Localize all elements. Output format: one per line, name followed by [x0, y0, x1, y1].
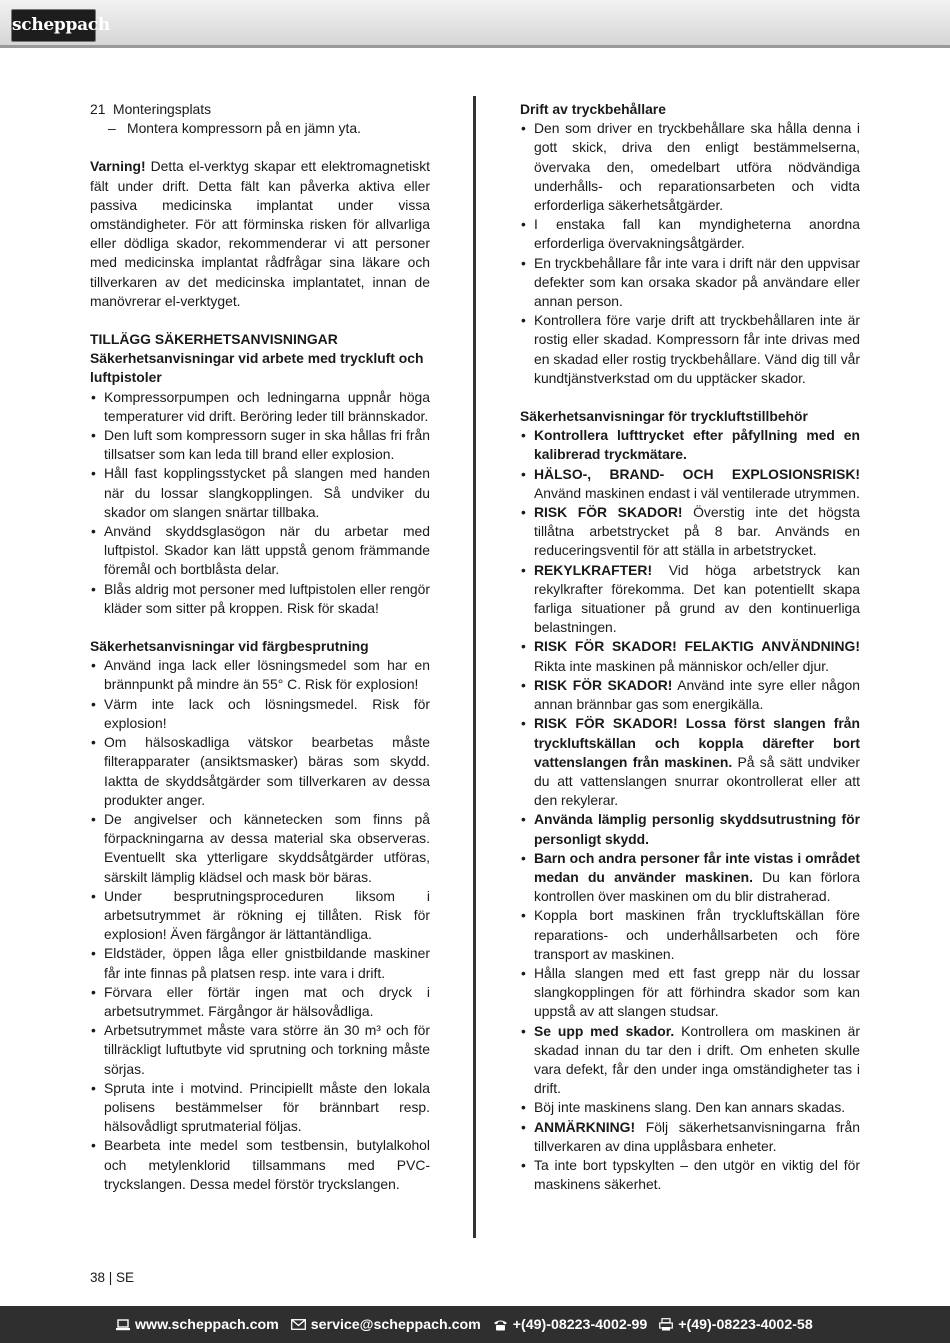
list-item: • Använd skyddsglasögon när du arbetar med luftpistol. Skador kan lätt uppstå genom främmande föremål och bortblåsta delar. [90, 522, 430, 580]
list-item-text: På så sätt undviker du att vattenslangen snurrar okontrollerat eller att den rekylerar. [534, 753, 860, 809]
list-item: • Värm inte lack och lösningsmedel. Risk för explosion! [90, 695, 430, 733]
header-bar [0, 0, 950, 48]
list-item-bold: REKYLKRAFTER! [534, 561, 653, 578]
list-item [520, 964, 860, 1022]
footer-phone[interactable] [493, 1317, 647, 1333]
accessories-list [520, 426, 860, 1194]
item-21-sub-text: Montera kompressorn på en jämn yta. [127, 120, 361, 137]
section-subtitle-compressed-air: Säkerhetsanvisningar vid arbete med tryckluft och luftpistoler [90, 350, 424, 386]
list-item: • Arbetsutrymmet måste vara större än 30 m³ och för tillräckligt luftutbyte vid sprutning och torkning måste sörjas. [90, 1021, 430, 1079]
list-item-bold: RISK FÖR SKADOR! FELAKTIG ANVÄNDNING! [534, 638, 860, 655]
warning-label: Varning! [90, 158, 146, 175]
list-item-bold: Kontrollera lufttrycket efter påfyllning med en kalibrerad tryckmätare. [534, 427, 860, 463]
list-item-bold: Använda lämplig personlig skyddsutrustning för personligt skydd. [534, 811, 860, 847]
dash-marker: – [108, 120, 116, 137]
list-item [520, 1098, 860, 1117]
item-21-number: 21 [90, 101, 106, 117]
list-item-text: Hålla slangen med ett fast grepp när du lossar slangkopplingen för att förhindra skador som kan uppstå av att slangen studsar. [534, 964, 860, 1020]
list-item: • Om hälsoskadliga vätskor bearbetas måste filterapparater (ansiktsmasker) bäras som skydd. Iaktta de skyddsåtgärder som tillverkaren av dessa produkter anger. [90, 733, 430, 810]
page-number: 38 | SE [90, 1270, 135, 1285]
website-link[interactable]: www.scheppach.com [135, 1316, 279, 1333]
list-item-bold: RISK FÖR SKADOR! [534, 504, 683, 521]
list-item: • Under besprutningsproceduren liksom i arbetsutrymmet är rökning ej tillåten. Risk för explosion! Även färgångor är lättantändliga. [90, 887, 430, 945]
list-item [520, 849, 860, 907]
list-item-bold: RISK FÖR SKADOR! [534, 676, 673, 693]
list-item: • Kompressorpumpen och ledningarna uppnår höga temperaturer vid drift. Beröring leder till brännskador. [90, 388, 430, 426]
list-item-bold: ANMÄRKNING! [534, 1118, 636, 1135]
section-title-accessories: Säkerhetsanvisningar för tryckluftstillbehör [520, 408, 808, 425]
list-item [520, 637, 860, 675]
footer-fax[interactable] [659, 1317, 812, 1333]
section-title-pressure-vessel: Drift av tryckbehållare [520, 101, 666, 117]
footer-bar [0, 1306, 950, 1343]
warning-paragraph [90, 157, 430, 311]
list-item [520, 561, 860, 638]
section-title-additional-safety: TILLÄGG SÄKERHETSANVISNINGAR [90, 331, 338, 348]
list-item [520, 810, 860, 848]
list-item: • Förvara eller förtär ingen mat och dryck i arbetsutrymmet. Färgångor är hälsovådliga. [90, 983, 430, 1021]
fax-icon [659, 1318, 673, 1331]
list-item: • Den som driver en tryckbehållare ska hålla denna i gott skick, driva den enligt bestämmelserna, övervaka den, omedelbart utföra nödvändiga underhålls- och reparationsarbeten och vidta erforderliga säkerhetsåtgärder. [520, 119, 860, 215]
phone-number[interactable]: +(49)-08223-4002-99 [512, 1316, 648, 1333]
list-item: • Spruta inte i motvind. Principiellt måste den lokala polisens bestämmelser för brännbart resp. hälsovådligt sprutmaterial följas. [90, 1079, 430, 1137]
fax-number[interactable]: +(49)-08223-4002-58 [678, 1316, 813, 1333]
email-link[interactable]: service@scheppach.com [310, 1316, 481, 1333]
list-item-text: Kontrollera om maskinen är skadad innan du tar den i drift. Om enheten skulle vara defekt, får den under inga omständigheter tas i drift. [534, 1022, 860, 1097]
list-item-bold: RISK FÖR SKADOR! Lossa först slangen från tryckluftskällan och koppla därefter bort vattenslangen från maskinen. [534, 715, 860, 770]
list-item [520, 426, 860, 464]
pressure-vessel-list [520, 119, 860, 388]
list-item: • Den luft som kompressorn suger in ska hållas fri från tillsatser som kan leda till brand eller explosion. [90, 426, 430, 464]
list-item: • De angivelser och kännetecken som finns på förpackningarna av dessa material ska observeras. Eventuellt ska ytterligare skyddsåtgärder utföras, särskilt lämplig klädsel och mask bör bäras. [90, 810, 430, 887]
list-item-bold: Se upp med skador. [534, 1022, 675, 1039]
list-item: • I enstaka fall kan myndigheterna anordna erforderliga övervakningsåtgärder. [520, 215, 860, 253]
list-item-text: Koppla bort maskinen från tryckluftskällan före reparations- och underhållsarbeten och före transport av maskinen. [534, 907, 860, 962]
brand-logo: scheppach [11, 9, 96, 42]
list-item-text: Följ säkerhetsanvisningarna från tillverkaren av dina upplåsbara enheter. [534, 1118, 860, 1154]
right-column [520, 100, 860, 1194]
item-21-text: Monteringsplats [113, 101, 212, 117]
list-item: • Håll fast kopplingsstycket på slangen med handen när du lossar slangkopplingen. Så undviker du skador om slangen snärtar tillbaka. [90, 464, 430, 522]
list-item: • Kontrollera före varje drift att tryckbehållaren inte är rostig eller skadad. Kompressorn får inte drivas med en skadad eller rostig tryckbehållare. Vänd dig till vår kundtjänstverkstad om du upptäcker skador. [520, 311, 860, 388]
list-item-bold: Barn och andra personer får inte vistas i området medan du använder maskinen. [534, 849, 860, 885]
list-item-text: Rikta inte maskinen på människor och/eller djur. [534, 657, 829, 674]
column-divider [473, 96, 476, 1238]
list-item: • Bearbeta inte medel som testbensin, butylalkohol och metylenklorid tillsammans med PVC-tryckslangen. Dessa medel förstör tryckslangen. [90, 1136, 430, 1194]
list-item-text: Ta inte bort typskylten – den utgör en viktig del för maskinens säkerhet. [534, 1156, 860, 1193]
paint-spraying-list [90, 656, 430, 1194]
computer-icon [116, 1319, 130, 1331]
footer-website[interactable] [116, 1317, 279, 1333]
list-item [520, 465, 860, 503]
item-21 [90, 100, 430, 119]
list-item [520, 906, 860, 964]
item-21-sub [90, 119, 430, 138]
footer-email[interactable] [291, 1317, 481, 1333]
list-item-text: Använd inte syre eller någon annan brännbar gas som energikälla. [534, 676, 860, 713]
list-item [520, 503, 860, 561]
list-item [520, 676, 860, 714]
list-item-text: Använd maskinen endast i väl ventilerade utrymmen. [534, 484, 860, 501]
list-item-text: Vid höga arbetstryck kan rekylkrafter förekomma. Det kan potentiellt skapa farliga situationer på grund av den kontinuerliga belastningen. [534, 561, 860, 636]
list-item: • En tryckbehållare får inte vara i drift när den uppvisar defekter som kan orsaka skador på användare eller annan person. [520, 254, 860, 312]
list-item [520, 714, 860, 810]
list-item-text: Du kan förlora kontrollen över maskinen om du blir distraherad. [534, 868, 860, 905]
envelope-icon [291, 1319, 306, 1330]
list-item [520, 1118, 860, 1156]
phone-icon [493, 1319, 508, 1331]
list-item [520, 1022, 860, 1099]
list-item-bold: HÄLSO-, BRAND- OCH EXPLOSIONSRISK! [534, 465, 860, 482]
list-item-text: Överstig inte det högsta tillåtna arbetstrycket på 8 bar. Används en reduceringsventil för att ställa in arbetstrycket. [534, 504, 860, 559]
warning-text: Detta el-verktyg skapar ett elektromagnetiskt fält under drift. Detta fält kan påverka aktiva eller passiva medicinska implantat under vissa omständigheter. För att förminska risken för allvarliga eller dödliga skador, rekommenderar vi att personer med medicinska implantat rådfrågar sina läkare och tillverkaren av det medicinska implantatet, innan de manövrerar el-verktyget. [90, 158, 430, 309]
list-item: • Eldstäder, öppen låga eller gnistbildande maskiner får inte finnas på platsen resp. inte vara i drift. [90, 944, 430, 982]
list-item-text: Böj inte maskinens slang. Den kan annars skadas. [534, 1099, 846, 1116]
list-item [520, 1156, 860, 1194]
compressed-air-list [90, 388, 430, 618]
list-item: • Blås aldrig mot personer med luftpistolen eller rengör kläder som sitter på kroppen. Risk för skada! [90, 580, 430, 618]
left-column [90, 100, 430, 1194]
list-item: • Använd inga lack eller lösningsmedel som har en brännpunkt på mindre än 55° C. Risk för explosion! [90, 656, 430, 694]
section-title-paint-spraying: Säkerhetsanvisningar vid färgbesprutning [90, 638, 369, 655]
